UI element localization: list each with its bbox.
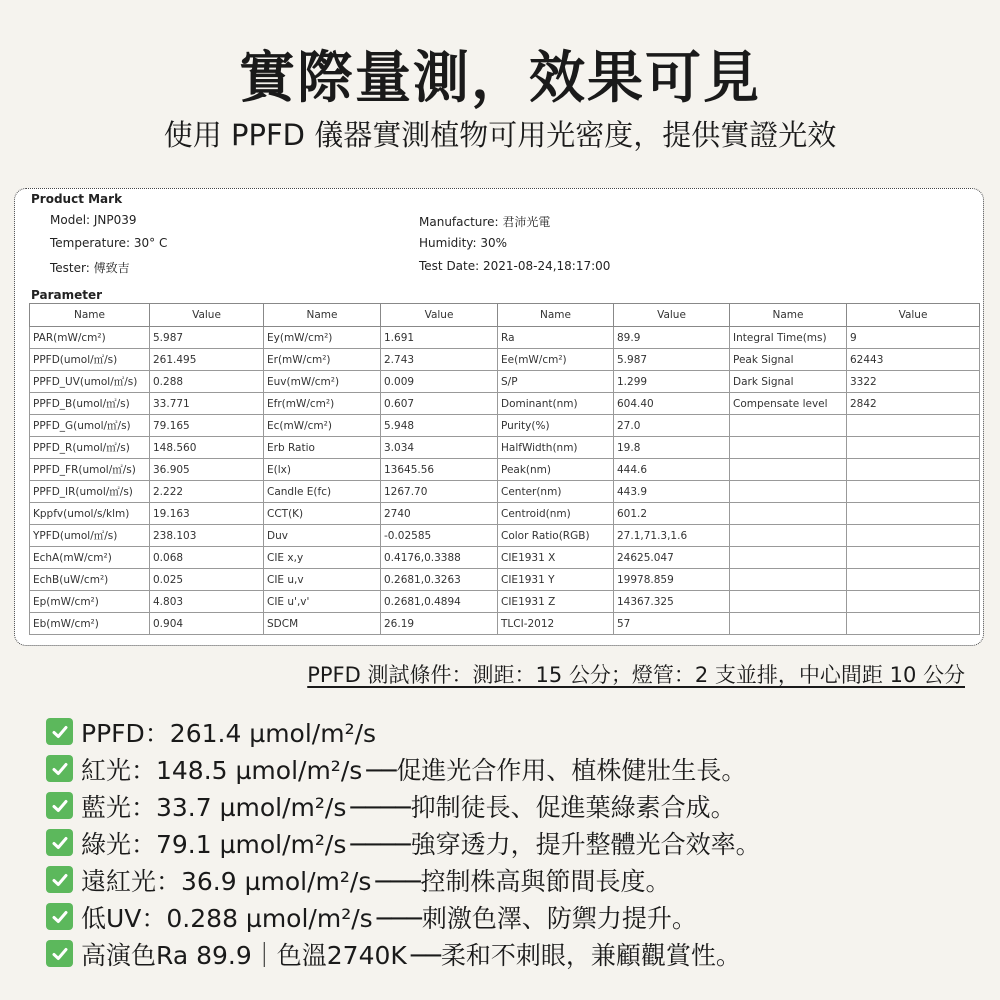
parameter-value-cell: 238.103	[150, 525, 264, 547]
parameter-value-cell: 604.40	[614, 393, 730, 415]
parameter-value-cell: 9	[847, 327, 980, 349]
parameter-value-cell: 36.905	[150, 459, 264, 481]
parameter-name-cell: PPFD_UV(umol/㎡/s)	[30, 371, 150, 393]
parameter-name-cell	[730, 459, 847, 481]
parameter-value-cell: 19978.859	[614, 569, 730, 591]
table-row	[30, 327, 980, 349]
parameter-value-cell: 19.163	[150, 503, 264, 525]
parameter-name-cell: YPFD(umol/㎡/s)	[30, 525, 150, 547]
parameter-value-cell: 62443	[847, 349, 980, 371]
parameter-value-cell: 3.034	[381, 437, 498, 459]
column-header: Name	[498, 304, 614, 327]
table-row	[30, 415, 980, 437]
table-row	[30, 437, 980, 459]
parameter-name-cell: Ra	[498, 327, 614, 349]
parameter-name-cell: TLCI-2012	[498, 613, 614, 635]
highlight-description: ──促進光合作用、植株健壯生長。	[366, 755, 747, 785]
parameter-label: Parameter	[31, 288, 103, 302]
parameter-name-cell	[730, 591, 847, 613]
highlight-item	[46, 713, 765, 750]
parameter-name-cell: HalfWidth(nm)	[498, 437, 614, 459]
parameter-name-cell: Dominant(nm)	[498, 393, 614, 415]
parameter-value-cell: 0.288	[150, 371, 264, 393]
parameter-value-cell: 19.8	[614, 437, 730, 459]
parameter-value-cell: 26.19	[381, 613, 498, 635]
parameter-value-cell	[847, 613, 980, 635]
parameter-name-cell: Dark Signal	[730, 371, 847, 393]
table-row	[30, 547, 980, 569]
humidity-text: Humidity: 30%	[419, 236, 508, 250]
parameter-name-cell: PPFD_B(umol/㎡/s)	[30, 393, 150, 415]
parameter-value-cell: 0.2681,0.4894	[381, 591, 498, 613]
parameter-value-cell	[847, 415, 980, 437]
parameter-name-cell: Duv	[264, 525, 381, 547]
highlight-item	[46, 898, 765, 935]
parameter-value-cell	[847, 591, 980, 613]
product-mark-label: Product Mark	[31, 192, 123, 206]
highlights-list	[46, 713, 765, 972]
parameter-value-cell: 5.987	[150, 327, 264, 349]
test-conditions-note: PPFD 測試條件：測距：15 公分；燈管：2 支並排，中心間距 10 公分	[307, 663, 965, 687]
check-icon	[46, 792, 73, 819]
parameter-value-cell: 0.068	[150, 547, 264, 569]
parameter-value-cell: 4.803	[150, 591, 264, 613]
highlight-label: PPFD：261.4 µmol/m²/s	[81, 718, 377, 748]
parameter-name-cell: Ee(mW/cm²)	[498, 349, 614, 371]
column-header: Value	[614, 304, 730, 327]
parameter-name-cell	[730, 547, 847, 569]
table-row	[30, 481, 980, 503]
parameter-value-cell: 27.1,71.3,1.6	[614, 525, 730, 547]
highlight-label: 紅光：148.5 µmol/m²/s	[81, 755, 363, 785]
highlight-label: 藍光：33.7 µmol/m²/s	[81, 792, 347, 822]
parameter-name-cell: PAR(mW/cm²)	[30, 327, 150, 349]
parameter-name-cell	[730, 569, 847, 591]
parameter-value-cell	[847, 525, 980, 547]
page-title: 實際量測，效果可見	[239, 46, 761, 111]
parameter-value-cell	[847, 547, 980, 569]
parameter-name-cell: PPFD_R(umol/㎡/s)	[30, 437, 150, 459]
table-row	[30, 371, 980, 393]
parameter-value-cell: 2842	[847, 393, 980, 415]
check-icon	[46, 866, 73, 893]
parameter-name-cell	[730, 503, 847, 525]
parameter-value-cell	[847, 437, 980, 459]
table-row	[30, 349, 980, 371]
parameter-name-cell: CCT(K)	[264, 503, 381, 525]
highlight-label: 綠光：79.1 µmol/m²/s	[81, 829, 347, 859]
parameter-name-cell: Candle E(fc)	[264, 481, 381, 503]
parameter-name-cell: CIE1931 Z	[498, 591, 614, 613]
tester-text: Tester: 傅致吉	[50, 261, 130, 275]
parameter-value-cell: 444.6	[614, 459, 730, 481]
parameter-value-cell: 1.691	[381, 327, 498, 349]
parameter-name-cell: CIE1931 Y	[498, 569, 614, 591]
parameter-value-cell: 5.948	[381, 415, 498, 437]
parameter-value-cell: 2740	[381, 503, 498, 525]
highlight-item	[46, 750, 765, 787]
highlight-item	[46, 787, 765, 824]
parameter-value-cell: 33.771	[150, 393, 264, 415]
highlight-description: ───刺激色澤、防禦力提升。	[376, 903, 697, 933]
parameter-name-cell: EchA(mW/cm²)	[30, 547, 150, 569]
parameter-value-cell: 601.2	[614, 503, 730, 525]
parameter-value-cell: 14367.325	[614, 591, 730, 613]
parameter-name-cell: Centroid(nm)	[498, 503, 614, 525]
column-header: Name	[730, 304, 847, 327]
column-header: Name	[30, 304, 150, 327]
parameter-value-cell: 3322	[847, 371, 980, 393]
parameter-name-cell: CIE1931 X	[498, 547, 614, 569]
parameter-value-cell: 57	[614, 613, 730, 635]
column-header: Name	[264, 304, 381, 327]
parameter-value-cell: 0.2681,0.3263	[381, 569, 498, 591]
parameter-name-cell: CIE x,y	[264, 547, 381, 569]
check-icon	[46, 940, 73, 967]
parameter-value-cell: 443.9	[614, 481, 730, 503]
parameter-name-cell	[730, 415, 847, 437]
table-row	[30, 459, 980, 481]
parameter-name-cell: SDCM	[264, 613, 381, 635]
highlight-item	[46, 935, 765, 972]
parameter-name-cell: Peak Signal	[730, 349, 847, 371]
parameter-name-cell: Efr(mW/cm²)	[264, 393, 381, 415]
temperature-text: Temperature: 30° C	[50, 236, 168, 250]
parameter-value-cell: 13645.56	[381, 459, 498, 481]
highlight-label: 低UV：0.288 µmol/m²/s	[81, 903, 373, 933]
check-icon	[46, 718, 73, 745]
parameter-name-cell: Purity(%)	[498, 415, 614, 437]
parameter-value-cell: 2.743	[381, 349, 498, 371]
parameter-value-cell	[847, 459, 980, 481]
parameter-name-cell	[730, 613, 847, 635]
parameter-name-cell: Erb Ratio	[264, 437, 381, 459]
parameter-name-cell: Compensate level	[730, 393, 847, 415]
table-row	[30, 591, 980, 613]
parameter-value-cell: -0.02585	[381, 525, 498, 547]
column-header: Value	[847, 304, 980, 327]
parameter-value-cell: 0.607	[381, 393, 498, 415]
check-icon	[46, 903, 73, 930]
manufacture-text: Manufacture: 君沛光電	[419, 215, 551, 229]
highlight-description: ────抑制徒長、促進葉綠素合成。	[350, 792, 736, 822]
table-header-row	[30, 304, 980, 327]
parameter-value-cell: 0.904	[150, 613, 264, 635]
parameter-name-cell	[730, 437, 847, 459]
highlight-label: 高演色Ra 89.9｜色溫2740K	[81, 940, 407, 970]
parameter-name-cell: Er(mW/cm²)	[264, 349, 381, 371]
parameter-name-cell: Peak(nm)	[498, 459, 614, 481]
parameter-name-cell: S/P	[498, 371, 614, 393]
parameter-name-cell: Ec(mW/cm²)	[264, 415, 381, 437]
table-row	[30, 569, 980, 591]
parameter-value-cell: 261.495	[150, 349, 264, 371]
parameter-name-cell: PPFD(umol/㎡/s)	[30, 349, 150, 371]
parameter-name-cell: Euv(mW/cm²)	[264, 371, 381, 393]
parameter-value-cell: 1.299	[614, 371, 730, 393]
check-icon	[46, 829, 73, 856]
parameter-value-cell: 0.025	[150, 569, 264, 591]
model-text: Model: JNP039	[50, 213, 137, 227]
parameter-name-cell: E(lx)	[264, 459, 381, 481]
parameter-name-cell: CIE u',v'	[264, 591, 381, 613]
parameter-value-cell: 0.009	[381, 371, 498, 393]
parameter-value-cell	[847, 503, 980, 525]
parameter-value-cell: 5.987	[614, 349, 730, 371]
highlight-description: ───控制株高與節間長度。	[375, 866, 671, 896]
parameter-value-cell: 89.9	[614, 327, 730, 349]
highlight-description: ────強穿透力，提升整體光合效率。	[350, 829, 761, 859]
parameter-value-cell: 79.165	[150, 415, 264, 437]
table-body	[30, 327, 980, 635]
parameter-name-cell	[730, 481, 847, 503]
parameter-value-cell: 0.4176,0.3388	[381, 547, 498, 569]
highlight-item	[46, 861, 765, 898]
parameter-table	[29, 303, 980, 635]
measurement-report	[14, 188, 984, 646]
parameter-name-cell	[730, 525, 847, 547]
parameter-value-cell: 2.222	[150, 481, 264, 503]
parameter-value-cell: 148.560	[150, 437, 264, 459]
page-subtitle: 使用 PPFD 儀器實測植物可用光密度，提供實證光效	[163, 118, 837, 152]
parameter-value-cell: 24625.047	[614, 547, 730, 569]
parameter-name-cell: CIE u,v	[264, 569, 381, 591]
parameter-name-cell: PPFD_G(umol/㎡/s)	[30, 415, 150, 437]
parameter-name-cell: PPFD_IR(umol/㎡/s)	[30, 481, 150, 503]
test-date-text: Test Date: 2021-08-24,18:17:00	[419, 259, 611, 273]
parameter-value-cell: 27.0	[614, 415, 730, 437]
parameter-name-cell: Eb(mW/cm²)	[30, 613, 150, 635]
column-header: Value	[381, 304, 498, 327]
highlight-description: ──柔和不刺眼，兼顧觀賞性。	[410, 940, 741, 970]
parameter-name-cell: Kppfv(umol/s/klm)	[30, 503, 150, 525]
parameter-value-cell: 1267.70	[381, 481, 498, 503]
parameter-value-cell	[847, 481, 980, 503]
table-row	[30, 393, 980, 415]
parameter-name-cell: Center(nm)	[498, 481, 614, 503]
column-header: Value	[150, 304, 264, 327]
parameter-value-cell	[847, 569, 980, 591]
highlight-label: 遠紅光：36.9 µmol/m²/s	[81, 866, 372, 896]
check-icon	[46, 755, 73, 782]
table-row	[30, 503, 980, 525]
parameter-name-cell: Ep(mW/cm²)	[30, 591, 150, 613]
parameter-name-cell: Integral Time(ms)	[730, 327, 847, 349]
parameter-name-cell: PPFD_FR(umol/㎡/s)	[30, 459, 150, 481]
parameter-name-cell: EchB(uW/cm²)	[30, 569, 150, 591]
highlight-item	[46, 824, 765, 861]
parameter-name-cell: Color Ratio(RGB)	[498, 525, 614, 547]
parameter-name-cell: Ey(mW/cm²)	[264, 327, 381, 349]
table-row	[30, 525, 980, 547]
table-row	[30, 613, 980, 635]
